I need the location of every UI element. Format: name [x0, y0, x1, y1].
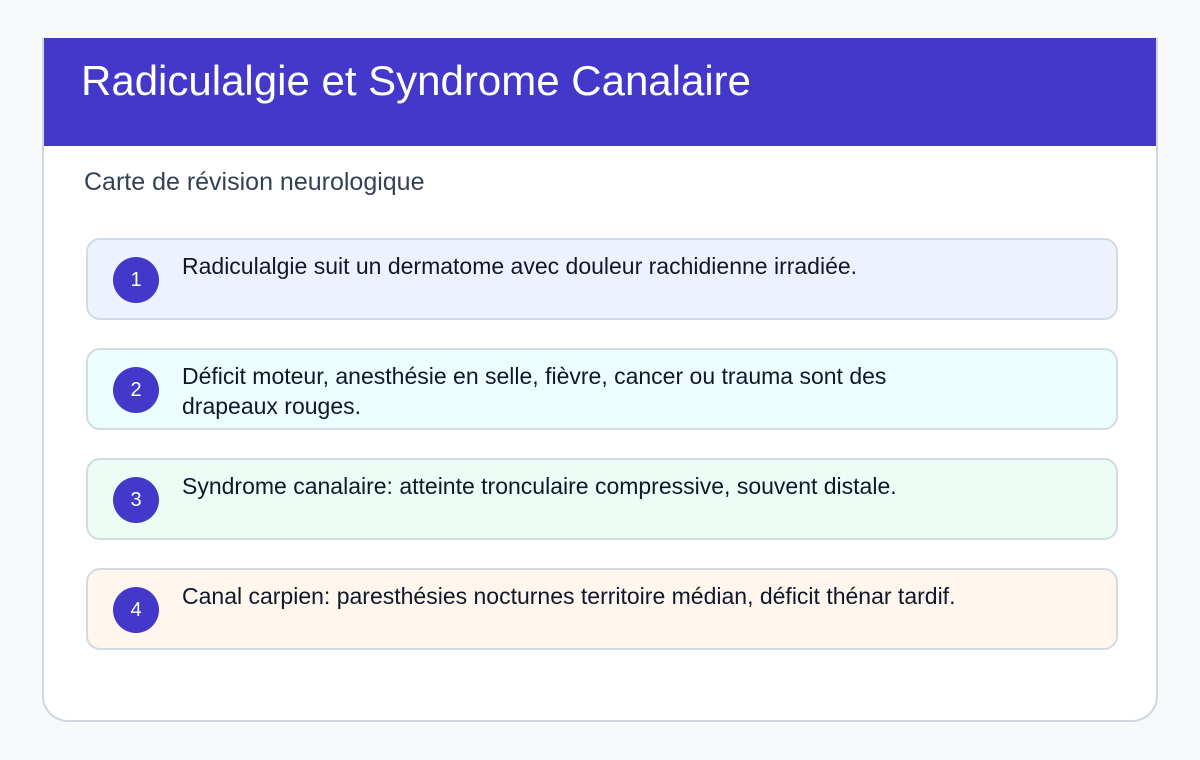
- list-item: [86, 568, 1118, 650]
- list-item: [86, 348, 1118, 430]
- item-number-badge: 3: [113, 477, 159, 523]
- card-header: [44, 38, 1158, 146]
- item-text: Déficit moteur, anesthésie en selle, fièvre, cancer ou trauma sont des drapeaux rouges.: [182, 363, 887, 419]
- list-item: [86, 458, 1118, 540]
- item-number-badge: 1: [113, 257, 159, 303]
- revision-card: [42, 38, 1158, 722]
- item-text: Canal carpien: paresthésies nocturnes territoire médian, déficit thénar tardif.: [182, 583, 956, 609]
- card-title: Radiculalgie et Syndrome Canalaire: [81, 57, 752, 104]
- item-number-badge: 4: [113, 587, 159, 633]
- list-item: [86, 238, 1118, 320]
- item-text: Radiculalgie suit un dermatome avec douleur rachidienne irradiée.: [182, 253, 858, 279]
- item-number-badge: 2: [113, 367, 159, 413]
- card-subtitle: Carte de révision neurologique: [84, 168, 425, 196]
- item-text: Syndrome canalaire: atteinte tronculaire compressive, souvent distale.: [182, 473, 897, 499]
